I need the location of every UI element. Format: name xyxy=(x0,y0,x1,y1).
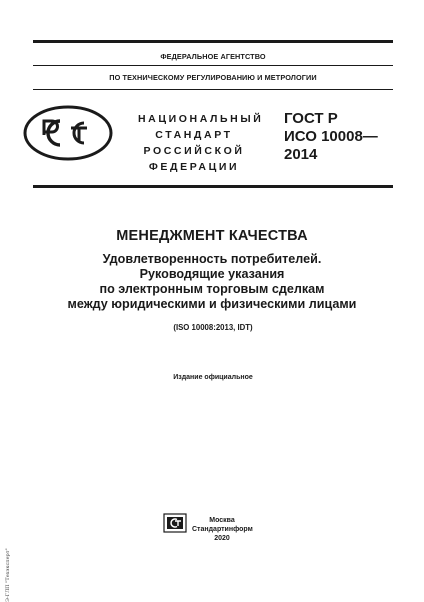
designation-line-2: ИСО 10008— xyxy=(284,128,378,145)
subtitle-line-4: между юридическими и физическими лицами xyxy=(67,297,357,311)
edition-note: Издание официальное xyxy=(173,374,253,381)
designation-bottom-rule xyxy=(33,185,393,188)
agency-divider-rule xyxy=(33,65,393,66)
subtitle-line-1: Удовлетворенность потребителей. xyxy=(102,252,322,266)
publisher-logo-icon xyxy=(162,513,188,535)
agency-line-1: ФЕДЕРАЛЬНОЕ АГЕНТСТВО xyxy=(160,52,266,61)
rst-logo-icon xyxy=(22,104,114,162)
designation-line-3: 2014 xyxy=(284,146,318,163)
document-title: МЕНЕДЖМЕНТ КАЧЕСТВА xyxy=(116,228,308,244)
side-stamp xyxy=(2,548,14,602)
top-rule xyxy=(33,40,393,43)
standard-label-line-1: НАЦИОНАЛЬНЫЙ xyxy=(138,113,264,125)
standard-label-line-4: ФЕДЕРАЦИИ xyxy=(148,161,240,173)
subtitle-line-2: Руководящие указания xyxy=(139,267,285,281)
publisher-city: Москва xyxy=(209,517,235,524)
side-stamp-text: Э-ГЛП "Техэксперт" xyxy=(5,548,11,602)
standard-label-line-3: РОССИЙСКОЙ xyxy=(143,145,245,157)
designation-line-1: ГОСТ Р xyxy=(284,110,338,127)
publisher-name: Стандартинформ xyxy=(192,526,253,533)
standard-label-line-2: СТАНДАРТ xyxy=(155,129,233,141)
header-bottom-rule xyxy=(33,89,393,90)
subtitle-line-3: по электронным торговым сделкам xyxy=(99,282,325,296)
agency-line-2: ПО ТЕХНИЧЕСКОМУ РЕГУЛИРОВАНИЮ И МЕТРОЛОГИИ xyxy=(109,73,317,82)
publication-year: 2020 xyxy=(214,535,230,542)
iso-reference: (ISO 10008:2013, IDT) xyxy=(173,323,253,332)
